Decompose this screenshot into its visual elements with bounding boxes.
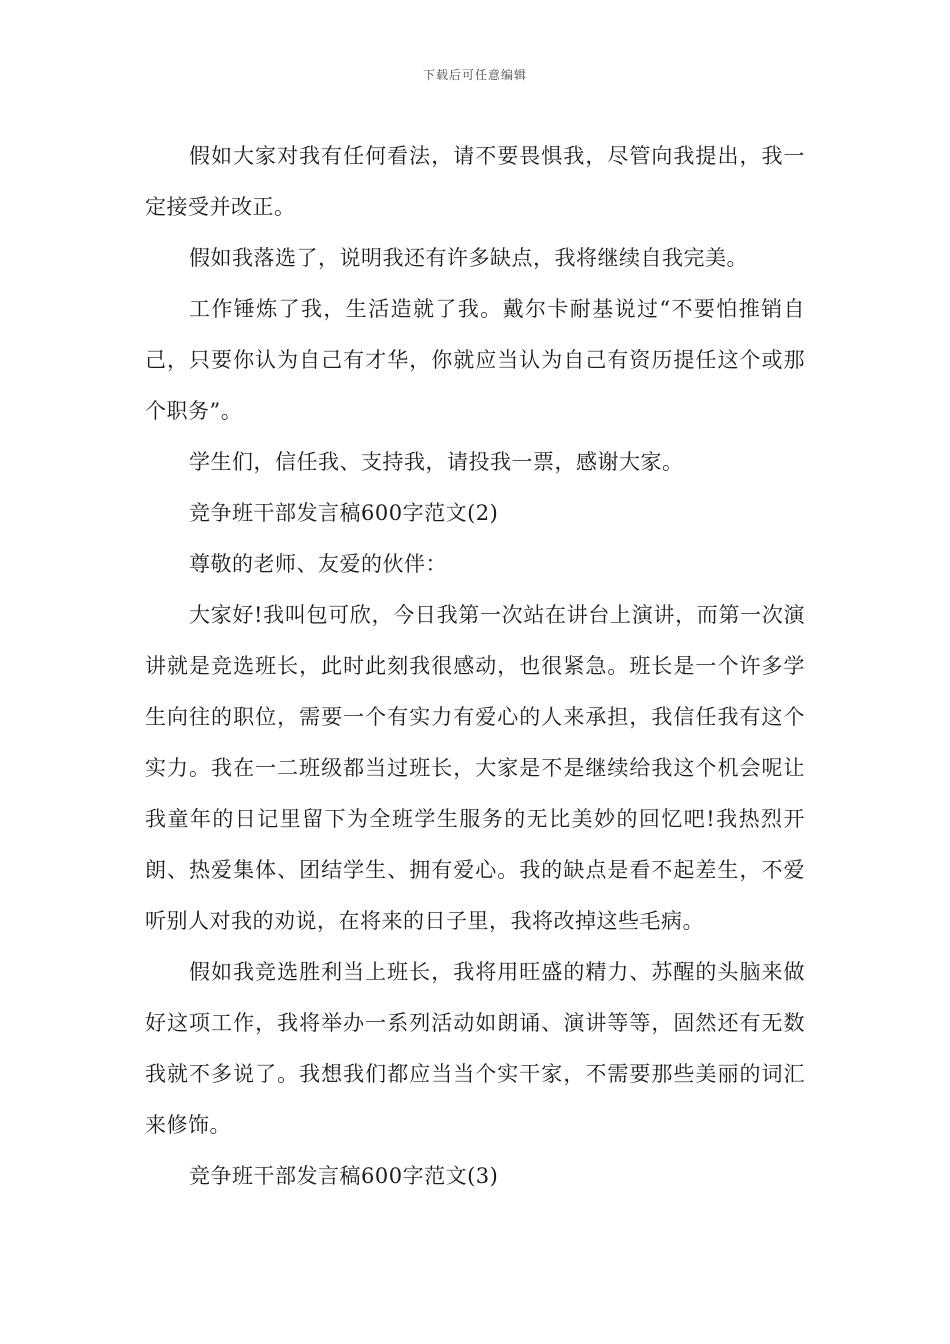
paragraph-salutation: 尊敬的老师、友爱的伙伴： (189, 552, 447, 576)
document-body (145, 131, 805, 1202)
section-heading-3: 竞争班干部发言稿600字范文(3) (189, 1164, 499, 1188)
paragraph-vote-request: 学生们，信任我、支持我，请投我一票，感谢大家。 (189, 450, 684, 474)
paragraph-feedback: 假如大家对我有任何看法，请不要畏惧我，尽管向我提出，我一定接受并改正。 (145, 144, 805, 219)
paragraph-carnegie-quote: 工作锤炼了我，生活造就了我。戴尔卡耐基说过“不要怕推销自己，只要你认为自己有才华，你就应当认为自己有资历提任这个或那个职务”。 (145, 297, 805, 423)
paragraph-if-lose: 假如我落选了，说明我还有许多缺点，我将继续自我完美。 (189, 246, 748, 270)
page-header-note: 下载后可任意编辑 (422, 68, 527, 82)
section-heading-2: 竞争班干部发言稿600字范文(2) (189, 501, 499, 525)
paragraph-plans: 假如我竞选胜利当上班长，我将用旺盛的精力、苏醒的头脑来做好这项工作，我将举办一系列活动如朗诵、演讲等等，固然还有无数我就不多说了。我想我们都应当当个实干家，不需要那些美丽的词汇来修饰。 (145, 960, 805, 1137)
paragraph-self-introduction: 大家好!我叫包可欣，今日我第一次站在讲台上演讲，而第一次演讲就是竞选班长，此时此刻我很感动，也很紧急。班长是一个许多学生向往的职位，需要一个有实力有爱心的人来承担，我信任我有这个实力。我在一二班级都当过班长，大家是不是继续给我这个机会呢让我童年的日记里留下为全班学生服务的无比美妙的回忆吧!我热烈开朗、热爱集体、团结学生、拥有爱心。我的缺点是看不起差生，不爱听别人对我的劝说，在将来的日子里，我将改掉这些毛病。 (145, 603, 805, 933)
